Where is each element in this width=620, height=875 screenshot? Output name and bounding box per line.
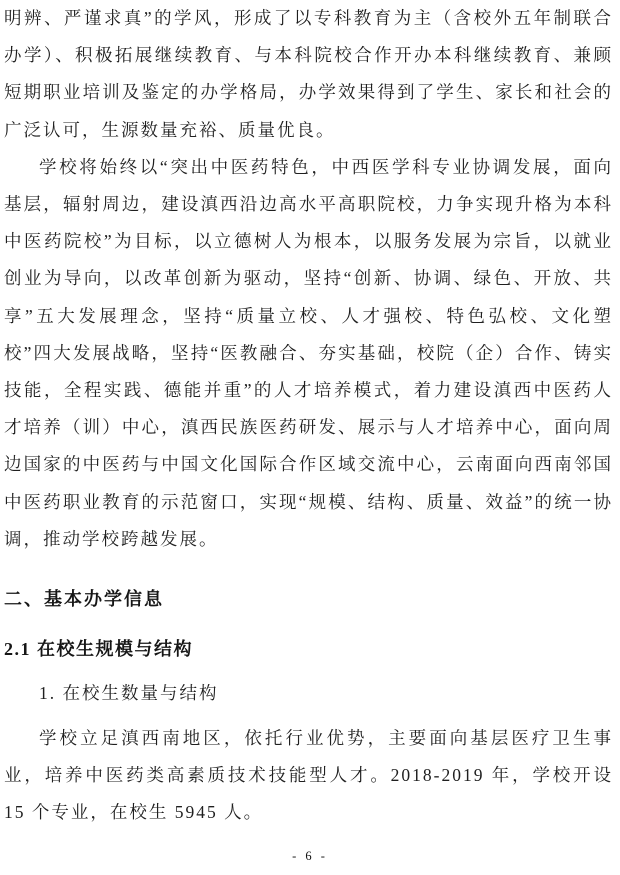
numbered-item-heading: 1. 在校生数量与结构 xyxy=(39,683,219,704)
subsection-heading-enrollment-structure: 2.1 在校生规模与结构 xyxy=(4,639,193,660)
section-heading-basic-info: 二、基本办学信息 xyxy=(4,589,164,610)
paragraph-enrollment: 学校立足滇西南地区，依托行业优势，主要面向基层医疗卫生事业，培养中医药类高素质技术技能型人才。2018-2019 年，学校开设 15 个专业，在校生 5945 人。 xyxy=(4,728,613,823)
document-body xyxy=(4,0,613,832)
paragraph-school-vision: 学校将始终以“突出中医药特色，中西医学科专业协调发展，面向基层，辐射周边，建设滇西沿边高水平高职院校，力争实现升格为本科中医药院校”为目标，以立德树人为根本，以服务发展为宗旨，以就业创业为导向，以改革创新为驱动，坚持“创新、协调、绿色、开放、共享”五大发展理念，坚持“质量立校、人才强校、特色弘校、文化塑校”四大发展战略，坚持“医教融合、夯实基础，校院（企）合作、铸实技能，全程实践、德能并重”的人才培养模式，着力建设滇西中医药人才培养（训）中心，滇西民族医药研发、展示与人才培养中心，面向周边国家的中医药与中国文化国际合作区域交流中心，云南面向西南邻国中医药职业教育的示范窗口，实现“规模、结构、质量、效益”的统一协调，推动学校跨越发展。 xyxy=(4,156,613,549)
page-number: - 6 - xyxy=(292,849,328,863)
paragraph-continuation: 明辨、严谨求真”的学风，形成了以专科教育为主（含校外五年制联合办学）、积极拓展继续教育、与本科院校合作开办本科继续教育、兼顾短期职业培训及鉴定的办学格局，办学效果得到了学生、家长和社会的广泛认可，生源数量充裕、质量优良。 xyxy=(4,8,613,140)
